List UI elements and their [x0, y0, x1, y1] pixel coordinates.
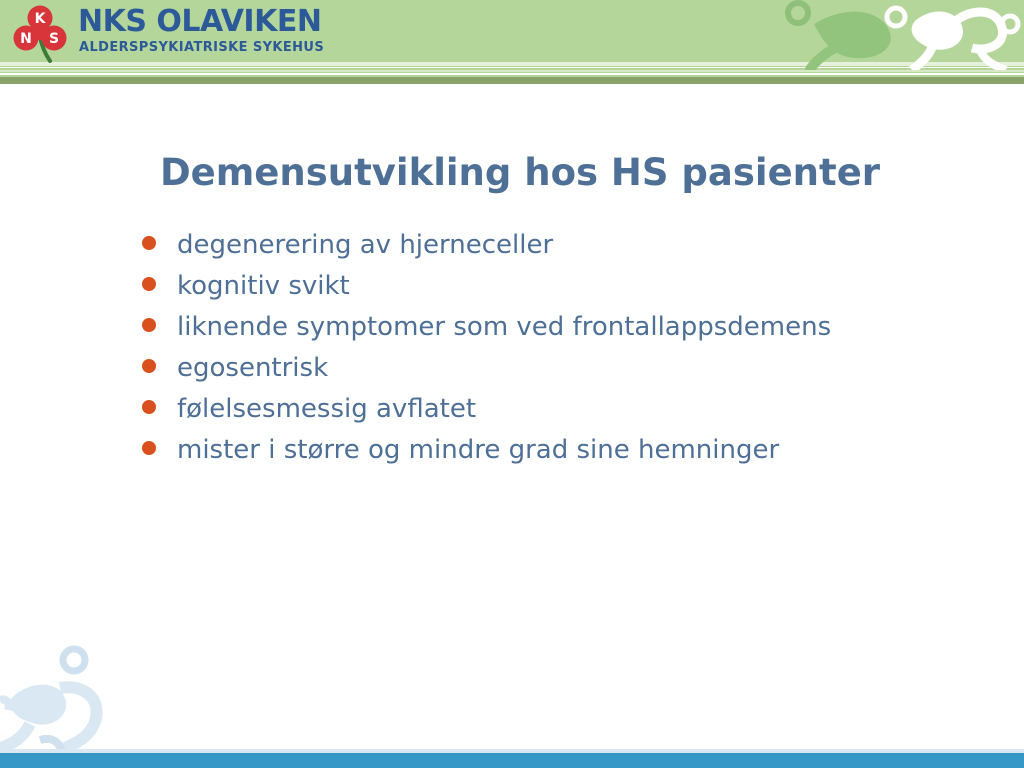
bullet-text: liknende symptomer som ved frontallappsdemens — [177, 312, 832, 342]
bullet-item — [142, 308, 831, 349]
bullet-text: degenerering av hjerneceller — [177, 230, 554, 260]
logo-letter-n: N — [20, 31, 32, 47]
bullet-text: egosentrisk — [177, 353, 329, 383]
bullet-list — [142, 226, 831, 472]
logo-letter-k: K — [34, 11, 46, 27]
brand-name: NKS OLAVIKEN — [78, 4, 322, 39]
bullet-text: følelsesmessig avflatet — [177, 394, 477, 424]
bullet-text: mister i større og mindre grad sine hemninger — [177, 435, 780, 465]
bullet-item — [142, 349, 831, 390]
abstract-figure-decoration — [0, 640, 140, 752]
abstract-figures-decoration — [784, 0, 1024, 70]
slide-title: Demensutvikling hos HS pasienter — [159, 151, 881, 194]
round-bullet-icon — [142, 318, 156, 332]
bullet-item — [142, 390, 831, 431]
bullet-item — [142, 431, 831, 472]
round-bullet-icon — [142, 359, 156, 373]
round-bullet-icon — [142, 400, 156, 414]
clover-logo-icon — [10, 3, 70, 63]
round-bullet-icon — [142, 441, 156, 455]
bullet-item — [142, 226, 831, 267]
brand-subtitle: ALDERSPSYKIATRISKE SYKEHUS — [79, 40, 325, 55]
bullet-text: kognitiv svikt — [177, 271, 350, 301]
footer-bar — [0, 753, 1024, 768]
header-banner — [0, 0, 1024, 84]
logo-letter-s: S — [48, 31, 60, 47]
round-bullet-icon — [142, 236, 156, 250]
bullet-item — [142, 267, 831, 308]
round-bullet-icon — [142, 277, 156, 291]
